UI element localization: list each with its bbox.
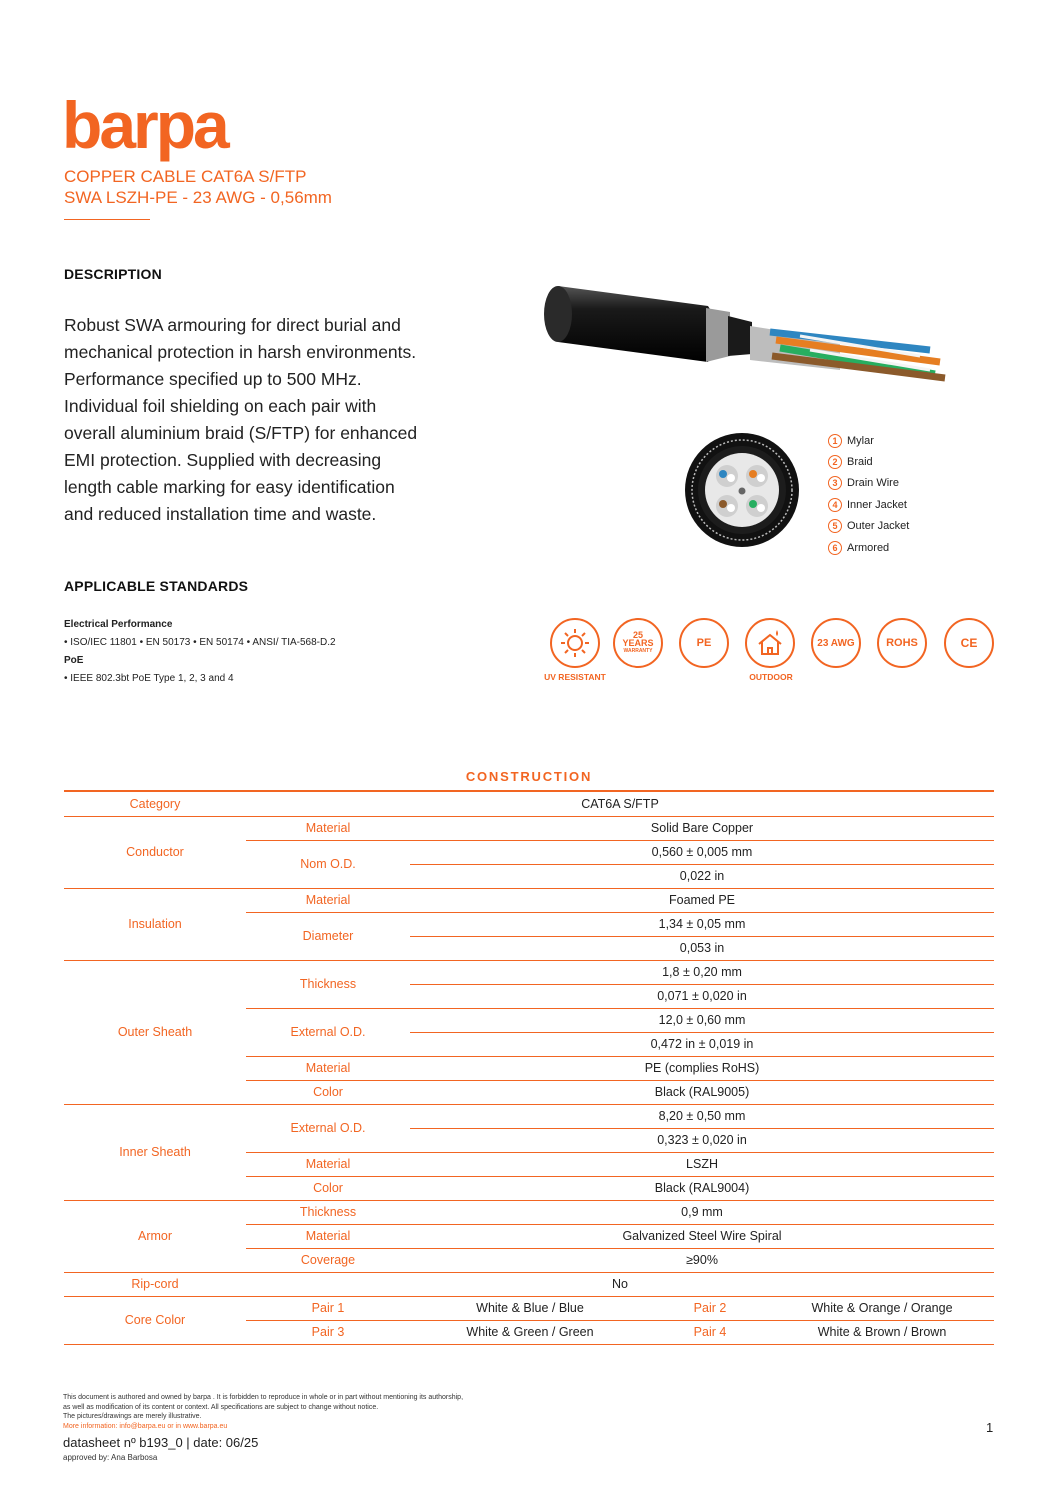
table-row: Rip-cord No	[64, 1272, 994, 1296]
uv-resistant-badge	[550, 618, 600, 668]
construction-heading: CONSTRUCTION	[465, 769, 593, 784]
legend-item: 1 Mylar	[828, 430, 909, 451]
ce-badge: CE	[944, 618, 994, 668]
table-row: Category CAT6A S/FTP	[64, 792, 994, 816]
datasheet-info: datasheet nº b193_0 | date: 06/25	[63, 1435, 259, 1450]
cable-cross-section	[684, 428, 800, 560]
table-row: Material LSZH	[64, 1152, 994, 1176]
legend-item: 3 Drain Wire	[828, 473, 909, 494]
description-text: Robust SWA armouring for direct burial and mechanical protection in harsh environments. Performance specified up to 500 MHz. Individual foil shielding on each pair with overall aluminium braid (S/FTP) for enhanced EMI protection. Supplied with decreasing length cable marking for easy identification and reduced installation time and waste.	[64, 315, 418, 524]
sun-icon	[560, 628, 590, 658]
standards-block	[64, 616, 424, 688]
title-divider	[64, 219, 150, 220]
awg-badge: 23 AWG	[811, 618, 861, 668]
rohs-badge: ROHS	[877, 618, 927, 668]
outdoor-caption: OUTDOOR	[749, 672, 793, 682]
table-row: External O.D. 12,0 ± 0,60 mm	[64, 1008, 994, 1032]
table-row: Inner Sheath External O.D. 8,20 ± 0,50 mm	[64, 1104, 994, 1128]
barpa-logo	[62, 96, 288, 166]
house-rain-icon	[755, 628, 785, 658]
table-row: 0,472 in ± 0,019 in	[64, 1032, 994, 1056]
table-row: Diameter 1,34 ± 0,05 mm	[64, 912, 994, 936]
table-row: Nom O.D. 0,560 ± 0,005 mm	[64, 840, 994, 864]
table-row: Armor Thickness 0,9 mm	[64, 1200, 994, 1224]
contact-link[interactable]: More information: info@barpa.eu or in www.barpa.eu	[63, 1422, 228, 1430]
legend-item: 5 Outer Jacket	[828, 516, 909, 537]
table-row: 0,071 ± 0,020 in	[64, 984, 994, 1008]
table-row: Core Color Pair 1 White & Blue / Blue Pair 2 White & Orange / Orange	[64, 1296, 994, 1320]
svg-text:barpa: barpa	[62, 96, 227, 162]
warranty-badge: 25 YEARS WARRANTY	[613, 618, 663, 668]
legend-item: 2 Braid	[828, 451, 909, 472]
construction-table	[64, 792, 994, 1345]
table-row: Pair 3 White & Green / Green Pair 4 White & Brown / Brown	[64, 1320, 994, 1344]
poe-label: PoE	[64, 655, 84, 666]
description-heading: DESCRIPTION	[64, 266, 162, 282]
table-row: 0,022 in	[64, 864, 994, 888]
legend-item: 4 Inner Jacket	[828, 494, 909, 515]
legal-notice: This document is authored and owned by barpa . It is forbidden to reproduce in whole or in part without mentioning its authorship, as well as modification of its content or context. All specifications are subject to change without notice. The pictures/drawings are merely illustrative. More information: info@barpa.eu or in www.barpa.eu	[63, 1393, 583, 1431]
table-row: Material PE (complies RoHS)	[64, 1056, 994, 1080]
product-title-line2: SWA LSZH-PE - 23 AWG - 0,56mm	[64, 188, 332, 207]
electrical-performance-label: Electrical Performance	[64, 619, 173, 630]
cable-illustration	[540, 278, 970, 396]
table-row: Insulation Material Foamed PE	[64, 888, 994, 912]
poe-standards-list: • IEEE 802.3bt PoE Type 1, 2, 3 and 4	[64, 673, 234, 684]
table-row: 0,053 in	[64, 936, 994, 960]
table-row: Conductor Material Solid Bare Copper	[64, 816, 994, 840]
electrical-standards-list: • ISO/IEC 11801 • EN 50173 • EN 50174 • ANSI/ TIA-568-D.2	[64, 637, 336, 648]
product-title-line1: COPPER CABLE CAT6A S/FTP	[64, 167, 307, 186]
page-number: 1	[986, 1420, 994, 1435]
table-row: Outer Sheath Thickness 1,8 ± 0,20 mm	[64, 960, 994, 984]
table-row: Color Black (RAL9004)	[64, 1176, 994, 1200]
outdoor-badge	[745, 618, 795, 668]
pe-badge: PE	[679, 618, 729, 668]
table-row: Material Galvanized Steel Wire Spiral	[64, 1224, 994, 1248]
table-row: Color Black (RAL9005)	[64, 1080, 994, 1104]
cross-section-legend	[828, 430, 909, 558]
approved-by: approved by: Ana Barbosa	[63, 1453, 158, 1462]
legend-item: 6 Armored	[828, 537, 909, 558]
table-row: Coverage ≥90%	[64, 1248, 994, 1272]
product-title	[64, 166, 332, 208]
uv-resistant-caption: UV RESISTANT	[544, 672, 606, 682]
standards-heading: APPLICABLE STANDARDS	[64, 578, 249, 594]
table-row: 0,323 ± 0,020 in	[64, 1128, 994, 1152]
